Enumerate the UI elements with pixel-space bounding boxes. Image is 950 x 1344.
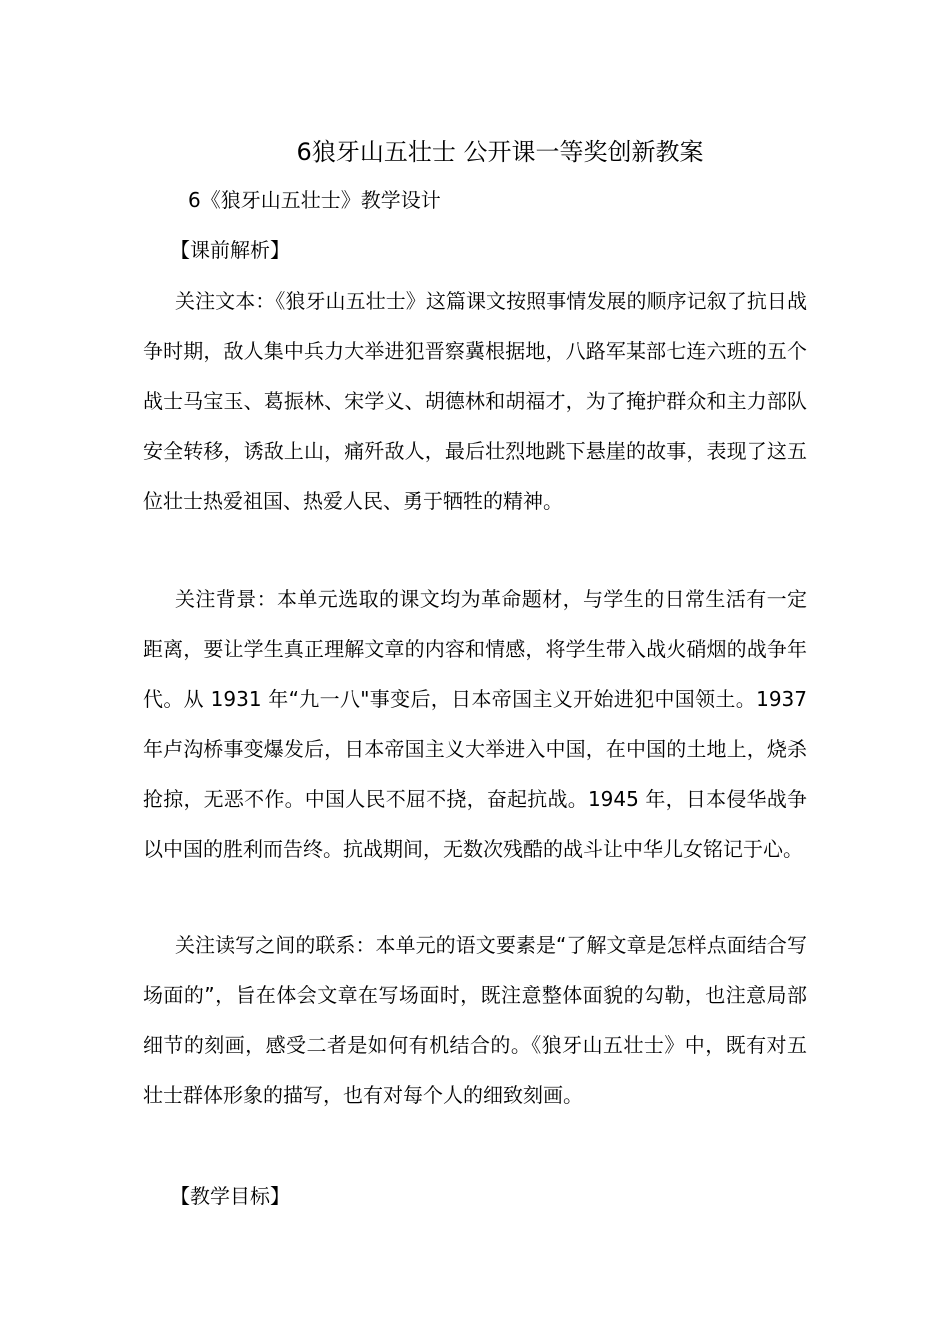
paragraph-focus-text: 关注文本：《狼牙山五壮士》这篇课文按照事情发展的顺序记叙了抗日战争时期，敌人集中兵力大举进犯晋察冀根据地，八路军某部七连六班的五个战士马宝玉、葛振林、宋学义、胡德林和胡福才，为了掩护群众和主力部队安全转移，诱敌上山，痛歼敌人，最后壮烈地跳下悬崖的故事，表现了这五位壮士热爱祖国、热爱人民、勇于牺牲的精神。: [143, 289, 807, 513]
section-heading-teaching-goals: 【教学目标】: [170, 1184, 290, 1208]
paragraph-focus-background: 关注背景：本单元选取的课文均为革命题材，与学生的日常生活有一定距离，要让学生真正理解文章的内容和情感，将学生带入战火硝烟的战争年代。从 1931 年“九一八"事变后，日本帝国主义开始进犯中国领土。1937 年卢沟桥事变爆发后，日本帝国主义大举进入中国，在中国的土地上，烧杀抢掠，无恶不作。中国人民不屈不挠，奋起抗战。1945 年，日本侵华战争以中国的胜利而告终。抗战期间，无数次残酷的战斗让中华儿女铭记于心。: [143, 587, 807, 861]
paragraph-focus-reading-writing: 关注读写之间的联系：本单元的语文要素是“了解文章是怎样点面结合写场面的”，旨在体会文章在写场面时，既注意整体面貌的勾勒，也注意局部细节的刻画，感受二者是如何有机结合的。《狼牙山五壮士》中，既有对五壮士群体形象的描写，也有对每个人的细致刻画。: [143, 933, 807, 1107]
document-title: 6狼牙山五壮士 公开课一等奖创新教案: [296, 138, 704, 166]
section-heading-pre-analysis: 【课前解析】: [170, 238, 290, 262]
document-subtitle: 6《狼牙山五壮士》教学设计: [188, 188, 441, 212]
